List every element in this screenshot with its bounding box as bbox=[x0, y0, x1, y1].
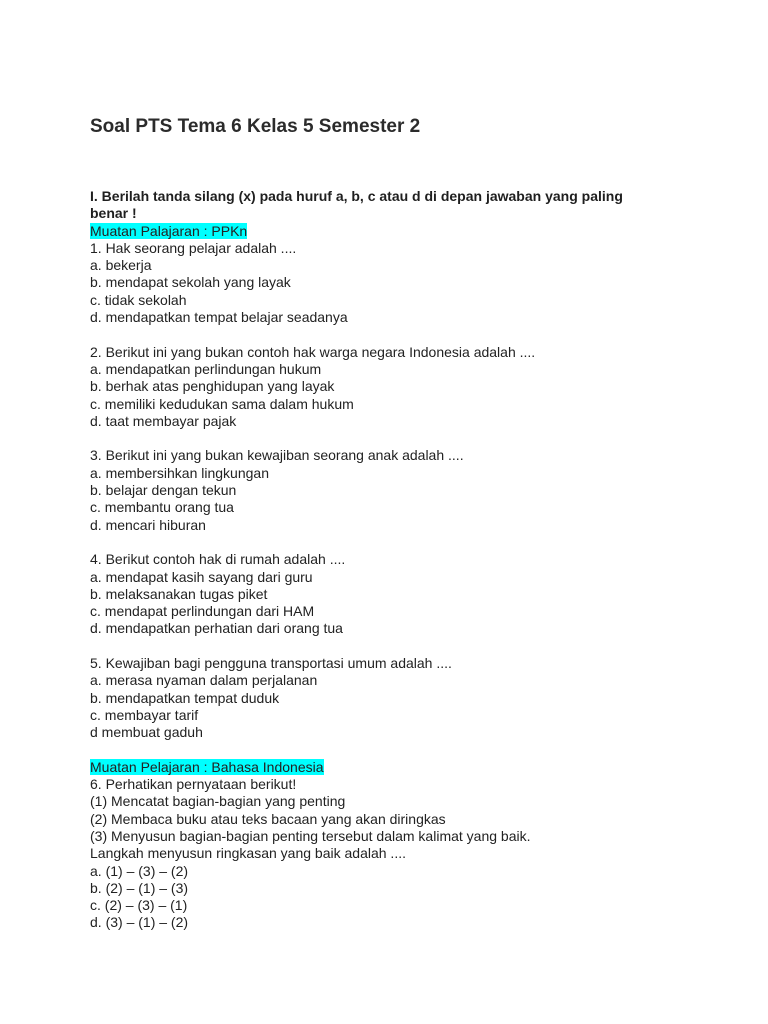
answer-option: b. belajar dengan tekun bbox=[90, 482, 237, 499]
instruction-text: I. Berilah tanda silang (x) pada huruf a, b, c atau d di depan jawaban yang paling benar ! bbox=[90, 188, 623, 222]
answer-option: c. membantu orang tua bbox=[90, 499, 234, 516]
spacer bbox=[90, 534, 660, 551]
section-heading-bahasa-indonesia bbox=[90, 759, 660, 776]
answer-option: b. mendapat sekolah yang layak bbox=[90, 274, 291, 291]
question-text: 6. Perhatikan pernyataan berikut! bbox=[90, 776, 297, 793]
answer-option: a. (1) – (3) – (2) bbox=[90, 862, 189, 879]
question-4 bbox=[90, 551, 660, 637]
document-title: Soal PTS Tema 6 Kelas 5 Semester 2 bbox=[90, 116, 421, 137]
section-heading-ppkn bbox=[90, 223, 660, 240]
section-heading-label: Muatan Palajaran : PPKn bbox=[90, 222, 248, 239]
question-text: 3. Berikut ini yang bukan kewajiban seorang anak adalah .... bbox=[90, 447, 464, 464]
answer-option: a. bekerja bbox=[90, 257, 152, 274]
answer-option: c. (2) – (3) – (1) bbox=[90, 897, 188, 914]
question-6 bbox=[90, 776, 660, 932]
question-2 bbox=[90, 344, 660, 430]
answer-option: c. membayar tarif bbox=[90, 706, 199, 723]
answer-option: b. mendapatkan tempat duduk bbox=[90, 689, 280, 706]
answer-option: d. mendapatkan perhatian dari orang tua bbox=[90, 620, 343, 637]
question-text: 5. Kewajiban bagi pengguna transportasi umum adalah .... bbox=[90, 655, 452, 672]
answer-option: c. memiliki kedudukan sama dalam hukum bbox=[90, 395, 354, 412]
answer-option: b. (2) – (1) – (3) bbox=[90, 879, 189, 896]
statement-line: (3) Menyusun bagian-bagian penting tersebut dalam kalimat yang baik. bbox=[90, 827, 531, 844]
spacer bbox=[90, 742, 660, 759]
statement-line: (2) Membaca buku atau teks bacaan yang akan diringkas bbox=[90, 810, 446, 827]
document-content bbox=[90, 188, 660, 932]
answer-option: a. mendapat kasih sayang dari guru bbox=[90, 568, 313, 585]
answer-option: c. mendapat perlindungan dari HAM bbox=[90, 603, 315, 620]
answer-option: a. merasa nyaman dalam perjalanan bbox=[90, 672, 318, 689]
answer-option: d. taat membayar pajak bbox=[90, 412, 237, 429]
answer-option: b. berhak atas penghidupan yang layak bbox=[90, 378, 335, 395]
question-text: 1. Hak seorang pelajar adalah .... bbox=[90, 239, 297, 256]
question-5 bbox=[90, 655, 660, 741]
answer-option: d. mendapatkan tempat belajar seadanya bbox=[90, 309, 348, 326]
answer-option: d. mencari hiburan bbox=[90, 516, 206, 533]
question-1 bbox=[90, 240, 660, 326]
answer-option: a. mendapatkan perlindungan hukum bbox=[90, 360, 322, 377]
question-text: 2. Berikut ini yang bukan contoh hak warga negara Indonesia adalah .... bbox=[90, 343, 536, 360]
question-text: 4. Berikut contoh hak di rumah adalah .... bbox=[90, 551, 346, 568]
spacer bbox=[90, 430, 660, 447]
question-3 bbox=[90, 447, 660, 533]
section-heading-label: Muatan Pelajaran : Bahasa Indonesia bbox=[90, 758, 324, 775]
spacer bbox=[90, 326, 660, 343]
answer-option: a. membersihkan lingkungan bbox=[90, 464, 269, 481]
spacer bbox=[90, 638, 660, 655]
statement-line: (1) Mencatat bagian-bagian yang penting bbox=[90, 793, 346, 810]
question-prompt: Langkah menyusun ringkasan yang baik adalah .... bbox=[90, 845, 406, 862]
answer-option: b. melaksanakan tugas piket bbox=[90, 585, 268, 602]
answer-option: c. tidak sekolah bbox=[90, 291, 187, 308]
answer-option: d membuat gaduh bbox=[90, 724, 203, 741]
answer-option: d. (3) – (1) – (2) bbox=[90, 914, 189, 931]
